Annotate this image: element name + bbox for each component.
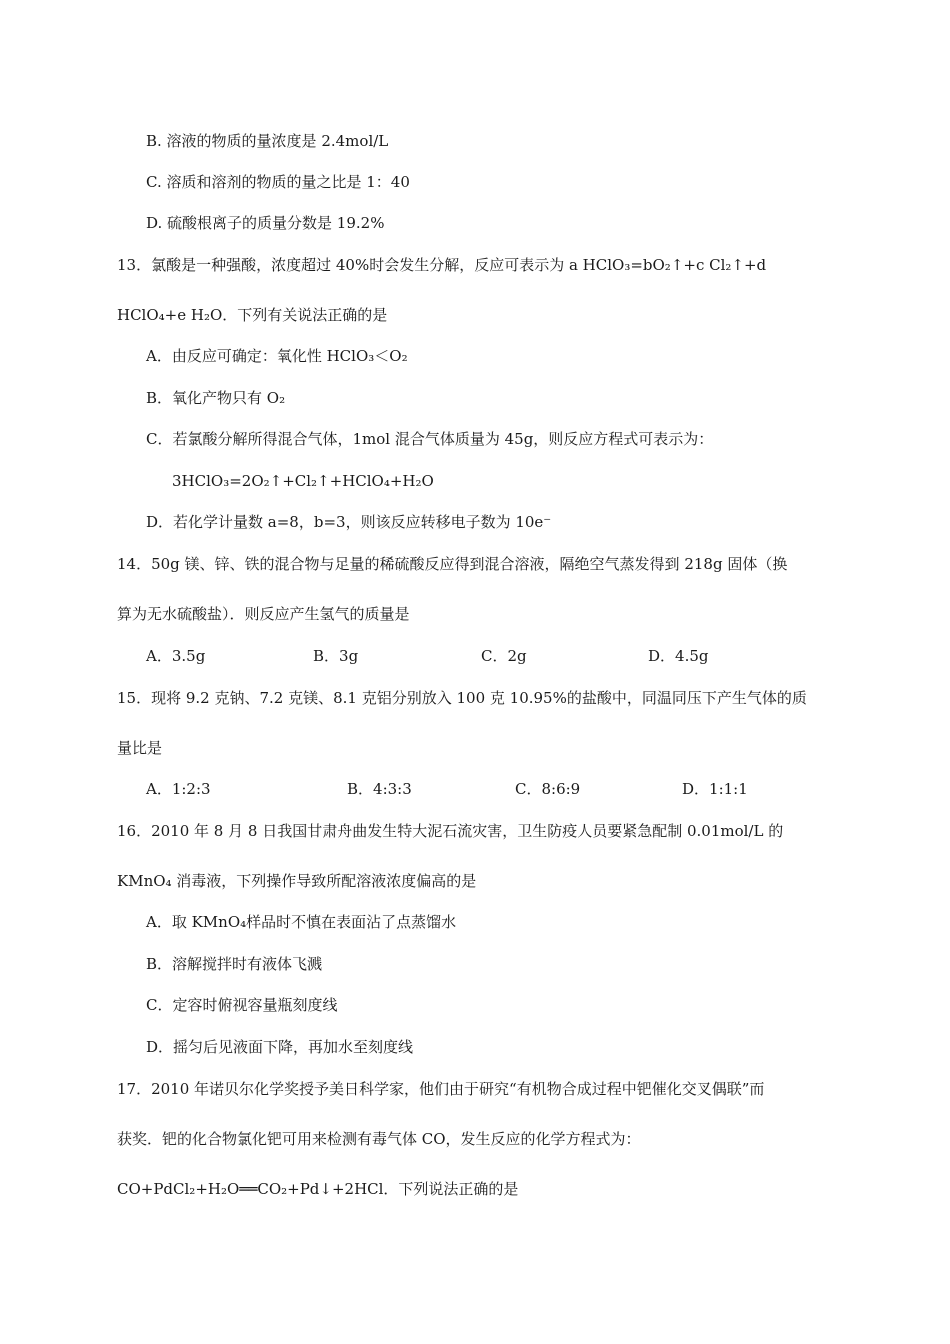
q14-stem-cont: 算为无水硫酸盐）．则反应产生氢气的质量是 xyxy=(117,605,410,623)
q14-option-a: A．3.5g xyxy=(146,647,206,665)
q15-option-c: C．8:6:9 xyxy=(515,780,581,798)
q16-option-d: D．摇匀后见液面下降，再加水至刻度线 xyxy=(146,1038,414,1056)
q13-stem: 13．氯酸是一种强酸，浓度超过 40%时会发生分解，反应可表示为 a HClO₃=bO₂↑+c Cl₂↑+d xyxy=(117,256,767,274)
q16-option-b: B．溶解搅拌时有液体飞溅 xyxy=(146,955,323,973)
q13-option-d: D．若化学计量数 a=8，b=3，则该反应转移电子数为 10e⁻ xyxy=(146,513,552,531)
q14-options xyxy=(146,646,846,666)
q14-option-b: B．3g xyxy=(313,647,359,665)
q13-option-c-equation: 3HClO₃=2O₂↑+Cl₂↑+HClO₄+H₂O xyxy=(172,472,434,490)
q15-option-d: D．1:1:1 xyxy=(682,780,748,798)
q15-stem-cont: 量比是 xyxy=(117,739,163,757)
q13-stem-cont: HClO₄+e H₂O．下列有关说法正确的是 xyxy=(117,306,388,324)
q15-stem: 15．现将 9.2 克钠、7.2 克镁、8.1 克铝分别放入 100 克 10.95%的盐酸中，同温同压下产生气体的质 xyxy=(117,689,807,707)
q12-option-c: C. 溶质和溶剂的物质的量之比是 1：40 xyxy=(146,173,410,191)
q16-stem: 16．2010 年 8 月 8 日我国甘肃舟曲发生特大泥石流灾害，卫生防疫人员要紧急配制 0.01mol/L 的 xyxy=(117,822,784,840)
q13-option-b: B．氧化产物只有 O₂ xyxy=(146,389,286,407)
q15-option-b: B．4:3:3 xyxy=(347,780,412,798)
q14-option-d: D．4.5g xyxy=(648,647,709,665)
q13-option-a: A．由反应可确定：氧化性 HClO₃＜O₂ xyxy=(146,347,408,365)
q17-equation: CO+PdCl₂+H₂O══CO₂+Pd↓+2HCl．下列说法正确的是 xyxy=(117,1180,519,1198)
q14-stem: 14．50g 镁、锌、铁的混合物与足量的稀硫酸反应得到混合溶液，隔绝空气蒸发得到 218g 固体（换 xyxy=(117,555,788,573)
q16-option-a: A．取 KMnO₄样品时不慎在表面沾了点蒸馏水 xyxy=(146,913,457,931)
q16-option-c: C．定容时俯视容量瓶刻度线 xyxy=(146,996,338,1014)
q14-option-c: C．2g xyxy=(481,647,527,665)
q12-option-d: D. 硫酸根离子的质量分数是 19.2% xyxy=(146,214,385,232)
q17-stem: 17．2010 年诺贝尔化学奖授予美日科学家，他们由于研究“有机物合成过程中钯催化交叉偶联”而 xyxy=(117,1080,765,1098)
q15-option-a: A．1:2:3 xyxy=(146,780,211,798)
q16-stem-cont: KMnO₄ 消毒液，下列操作导致所配溶液浓度偏高的是 xyxy=(117,872,477,890)
q15-options xyxy=(146,779,846,799)
q13-option-c: C．若氯酸分解所得混合气体，1mol 混合气体质量为 45g，则反应方程式可表示为： xyxy=(146,430,714,448)
q17-stem-cont: 获奖．钯的化合物氯化钯可用来检测有毒气体 CO，发生反应的化学方程式为： xyxy=(117,1130,641,1148)
q12-option-b: B. 溶液的物质的量浓度是 2.4mol/L xyxy=(146,132,389,150)
